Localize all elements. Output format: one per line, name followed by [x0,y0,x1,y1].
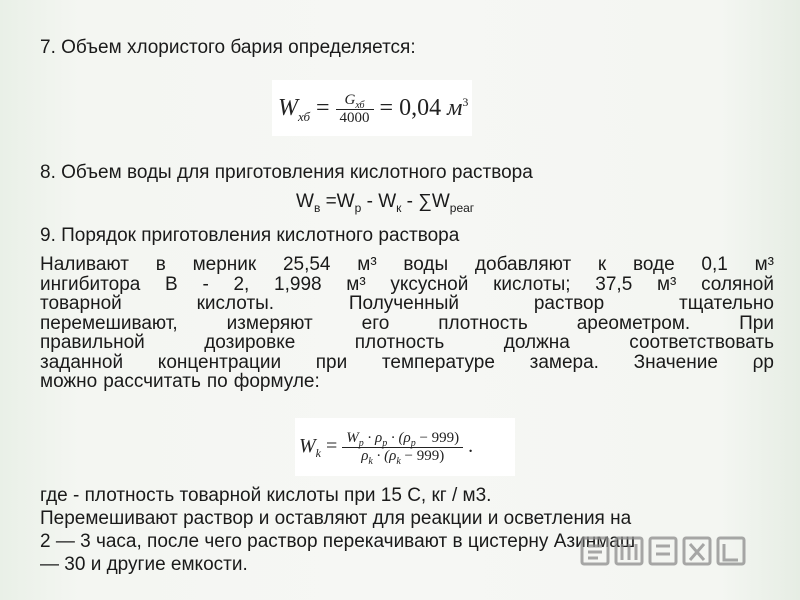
word: можно [40,371,98,392]
word: м³ [357,254,377,275]
word: соответствовать [629,332,774,353]
word: добавляют [474,254,572,275]
paragraph-line [40,333,774,353]
word: перемешивают, [40,312,178,334]
formula-1-num: G [344,92,356,108]
word: дозировке [204,332,296,353]
word: м³ [346,273,366,295]
word: должна [503,332,570,353]
word: заданной [40,351,124,373]
paragraph-line [40,314,774,334]
eq8-minus1: - W [361,191,397,212]
word: 25,54 [282,254,331,275]
formula-2-num-tail-sub: p [410,438,416,449]
word: концентрации [157,351,282,373]
formula-2-num: W [346,430,359,446]
eq8-sub-v: в [313,200,321,215]
eq8-sub-r: р [354,200,362,215]
water-volume-equation [296,191,475,215]
word: к [597,254,607,275]
formula-1-lhs-sub: хб [298,108,310,124]
word: мерник [192,254,257,275]
word: рассчитать [103,371,201,392]
word: Полученный [348,293,460,314]
paragraph-line [40,353,774,373]
formula-1-unit-sup: 3 [462,95,469,110]
heading-8: 8. Объем воды для приготовления кислотного раствора [40,162,533,183]
formula-2-lhs-sub: k [315,446,321,461]
word: Наливают [40,254,129,275]
word: при [315,351,348,373]
word: измеряют [226,312,313,334]
word: В [165,273,178,295]
formula-2-den-end: − 999) [400,448,445,464]
formula-2-num-sub: p [358,438,364,449]
word: формуле: [233,371,320,392]
word: 1,998 [274,273,322,295]
eq8-eq: =W [320,191,355,212]
word: соляной [701,273,774,295]
eq8-minus2: - ∑W [401,191,450,212]
formula-2-den-rest-sub: k [396,456,401,467]
word: товарной [40,293,122,314]
paragraph-line [40,255,774,275]
formula-2-num-rest: · ρ [363,430,383,446]
word: замера. [529,351,599,373]
formula-acid-volume: $W_k$ = $\frac{W_p \cdot \rho_p \cdot (\rho_p - 999)}{\rho_k \cdot (\rho_k - 999)}$ . [295,418,515,476]
formula-2-num-end: − 999) [415,430,460,446]
formula-2-num-tail: · (ρ [387,430,411,446]
formula-2-den-sub: k [368,456,373,467]
paragraph-line [40,294,774,314]
word: - [202,273,209,295]
word: 37,5 [595,273,633,295]
watermark-logo-icon [580,532,750,572]
word: тщательно [679,293,774,314]
word: раствор [533,293,605,314]
word: уксусной [390,273,469,295]
word: по [206,371,228,392]
formula-1-unit: м [447,95,463,122]
word: 0,1 [701,254,728,275]
footer-line-2: Перемешивают раствор и оставляют для реакции и осветления на [40,508,632,529]
word: в [155,254,166,275]
heading-7: 7. Объем хлористого бария определяется: [40,37,416,58]
formula-1-den: 4000 [339,110,370,126]
word: Значение [633,351,718,373]
eq8-w: W [296,191,314,212]
word: При [739,312,774,334]
word: его [361,312,390,334]
heading-9: 9. Порядок приготовления кислотного раствора [40,225,460,246]
formula-barium-chloride: $W_{хб}$ = $\frac{G_{хб}}{4000}$ = 0,04 $м^3$ [272,80,472,136]
word: воде [632,254,675,275]
footer-line-4: — 30 и другие емкости. [40,554,248,575]
word: 2, [233,273,250,295]
word: ρр [752,351,774,373]
paragraph-line [40,372,774,392]
word: м³ [656,273,677,295]
footer-line-3: 2 — 3 часа, после чего раствор перекачивают в цистерну Азинмаш [40,531,636,552]
formula-2-lhs: W [299,435,316,458]
formula-2-num-rho-sub: p [382,438,388,449]
word: кислоты; [493,273,571,295]
eq8-sub-reag: реаг [449,200,475,215]
word: кислоты. [196,293,275,314]
procedure-paragraph [40,255,774,392]
formula-1-lhs: W [278,95,298,122]
footer-line-1: где - плотность товарной кислоты при 15 С, кг / м3. [40,485,492,506]
formula-2-den-rest: · (ρ [372,448,397,464]
paragraph-line [40,275,774,295]
word: ингибитора [40,273,141,295]
word: температуре [381,351,495,373]
word: ареометром. [576,312,691,334]
word: воды [403,254,449,275]
word: плотность [438,312,528,334]
formula-2-dot: . [468,435,474,458]
eq8-sub-k: к [396,200,402,215]
formula-1-num-sub: хб [355,100,365,111]
formula-2-den: ρ [361,448,369,464]
word: плотность [354,332,445,353]
formula-1-rhs: = 0,04 [379,95,442,122]
word: правильной [40,332,145,353]
word: м³ [754,254,774,275]
